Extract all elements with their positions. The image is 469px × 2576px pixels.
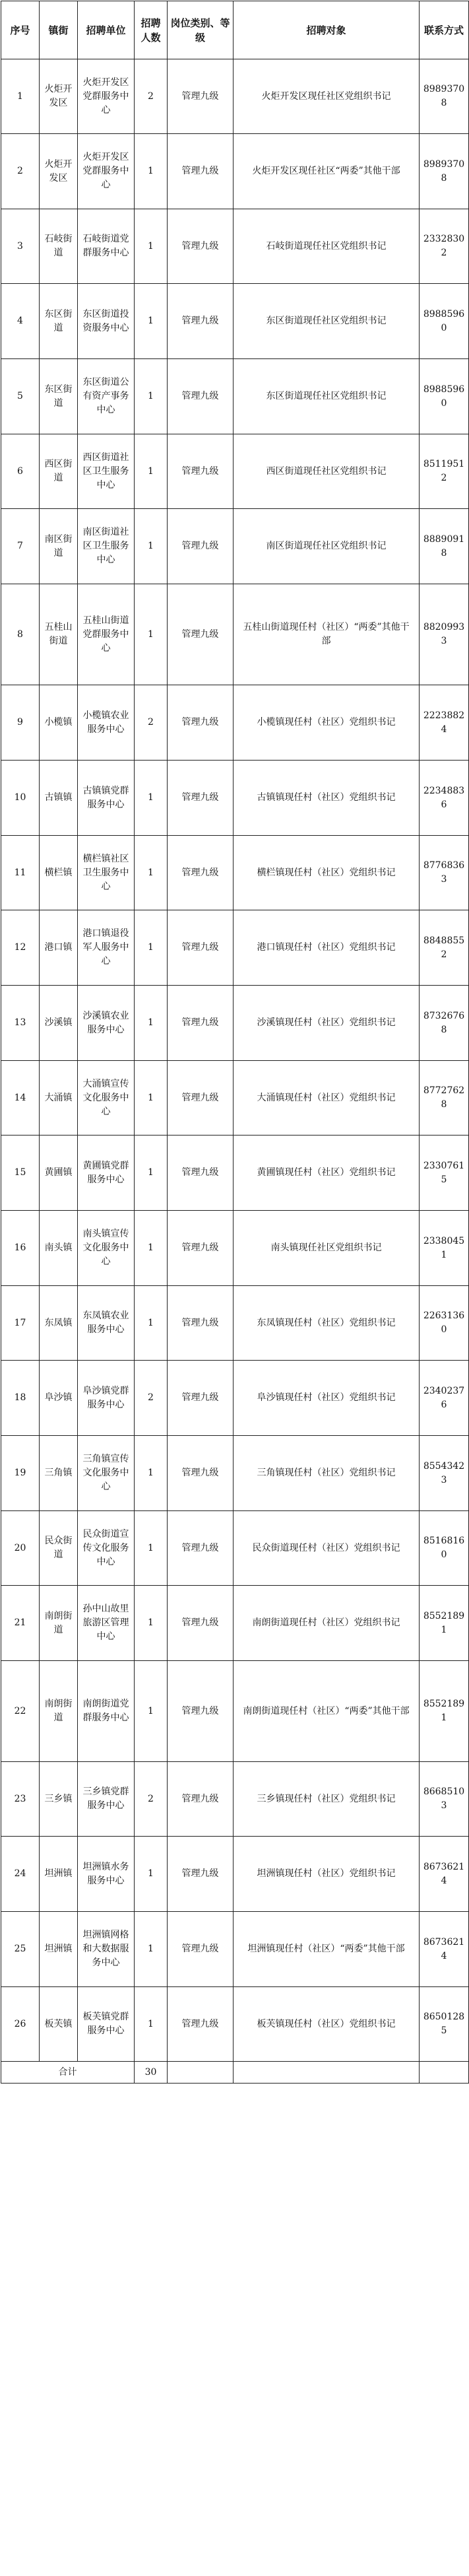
cell-grade: 管理九级 [168, 1211, 234, 1286]
cell-grade: 管理九级 [168, 1661, 234, 1762]
cell-phone: 23328302 [420, 209, 469, 284]
cell-no: 7 [1, 509, 40, 584]
cell-target: 板芙镇现任村（社区）党组织书记 [234, 1987, 420, 2062]
cell-target: 火炬开发区现任社区党组织书记 [234, 59, 420, 134]
cell-phone: 22238824 [420, 685, 469, 761]
cell-unit: 南区街道社区卫生服务中心 [78, 509, 135, 584]
table-row [1, 434, 469, 509]
cell-unit: 黄圃镇党群服务中心 [78, 1135, 135, 1211]
cell-unit: 沙溪镇农业服务中心 [78, 986, 135, 1061]
cell-no: 24 [1, 1837, 40, 1912]
cell-town: 坦洲镇 [40, 1837, 78, 1912]
cell-unit: 小榄镇农业服务中心 [78, 685, 135, 761]
cell-count: 1 [135, 434, 168, 509]
header-count: 招聘人数 [135, 1, 168, 59]
cell-count: 1 [135, 1912, 168, 1987]
cell-count: 1 [135, 1061, 168, 1135]
cell-town: 西区街道 [40, 434, 78, 509]
cell-target: 南头镇现任社区党组织书记 [234, 1211, 420, 1286]
total-row [1, 2062, 469, 2084]
cell-town: 横栏镇 [40, 836, 78, 910]
cell-no: 2 [1, 134, 40, 209]
table-row [1, 359, 469, 434]
cell-target: 南区街道现任社区党组织书记 [234, 509, 420, 584]
cell-grade: 管理九级 [168, 134, 234, 209]
cell-count: 1 [135, 134, 168, 209]
table-row [1, 1361, 469, 1436]
total-count: 30 [135, 2062, 168, 2084]
cell-grade: 管理九级 [168, 1511, 234, 1586]
cell-town: 五桂山街道 [40, 584, 78, 685]
cell-phone: 87768363 [420, 836, 469, 910]
cell-unit: 坦洲镇水务服务中心 [78, 1837, 135, 1912]
table-row [1, 685, 469, 761]
cell-grade: 管理九级 [168, 359, 234, 434]
cell-count: 1 [135, 1436, 168, 1511]
cell-phone: 85543423 [420, 1436, 469, 1511]
cell-town: 火炬开发区 [40, 134, 78, 209]
cell-no: 5 [1, 359, 40, 434]
cell-unit: 五桂山街道党群服务中心 [78, 584, 135, 685]
table-row [1, 209, 469, 284]
cell-count: 1 [135, 584, 168, 685]
header-no: 序号 [1, 1, 40, 59]
cell-grade: 管理九级 [168, 1361, 234, 1436]
table-row [1, 836, 469, 910]
cell-count: 1 [135, 1135, 168, 1211]
cell-grade: 管理九级 [168, 1135, 234, 1211]
cell-count: 1 [135, 1987, 168, 2062]
cell-town: 东区街道 [40, 359, 78, 434]
cell-no: 12 [1, 910, 40, 986]
cell-phone: 89893708 [420, 134, 469, 209]
cell-no: 6 [1, 434, 40, 509]
cell-target: 三乡镇现任村（社区）党组织书记 [234, 1762, 420, 1837]
cell-unit: 西区街道社区卫生服务中心 [78, 434, 135, 509]
cell-phone: 86736214 [420, 1912, 469, 1987]
cell-no: 25 [1, 1912, 40, 1987]
cell-grade: 管理九级 [168, 1912, 234, 1987]
cell-count: 1 [135, 910, 168, 986]
table-row [1, 1135, 469, 1211]
cell-town: 坦洲镇 [40, 1912, 78, 1987]
cell-target: 石岐街道现任社区党组织书记 [234, 209, 420, 284]
cell-town: 三乡镇 [40, 1762, 78, 1837]
cell-count: 2 [135, 1361, 168, 1436]
cell-unit: 大涌镇宣传文化服务中心 [78, 1061, 135, 1135]
table-row [1, 1837, 469, 1912]
cell-count: 1 [135, 761, 168, 836]
cell-count: 1 [135, 986, 168, 1061]
cell-target: 大涌镇现任村（社区）党组织书记 [234, 1061, 420, 1135]
total-empty-phone [420, 2062, 469, 2084]
cell-town: 小榄镇 [40, 685, 78, 761]
table-row [1, 1286, 469, 1361]
cell-phone: 86736214 [420, 1837, 469, 1912]
cell-town: 古镇镇 [40, 761, 78, 836]
cell-grade: 管理九级 [168, 209, 234, 284]
cell-count: 1 [135, 1586, 168, 1661]
header-town: 镇街 [40, 1, 78, 59]
cell-unit: 石岐街道党群服务中心 [78, 209, 135, 284]
cell-no: 8 [1, 584, 40, 685]
cell-unit: 三角镇宣传文化服务中心 [78, 1436, 135, 1511]
cell-phone: 87326768 [420, 986, 469, 1061]
cell-town: 黄圃镇 [40, 1135, 78, 1211]
cell-town: 板芙镇 [40, 1987, 78, 2062]
cell-town: 东区街道 [40, 284, 78, 359]
cell-no: 14 [1, 1061, 40, 1135]
cell-unit: 港口镇退役军人服务中心 [78, 910, 135, 986]
cell-phone: 23402376 [420, 1361, 469, 1436]
cell-phone: 89885960 [420, 359, 469, 434]
cell-phone: 88209933 [420, 584, 469, 685]
cell-no: 20 [1, 1511, 40, 1586]
cell-grade: 管理九级 [168, 910, 234, 986]
cell-unit: 民众街道宣传文化服务中心 [78, 1511, 135, 1586]
table-row [1, 1987, 469, 2062]
cell-count: 1 [135, 1837, 168, 1912]
header-target: 招聘对象 [234, 1, 420, 59]
cell-grade: 管理九级 [168, 1837, 234, 1912]
cell-count: 1 [135, 1286, 168, 1361]
cell-no: 10 [1, 761, 40, 836]
cell-phone: 85521891 [420, 1661, 469, 1762]
cell-unit: 坦洲镇网格和大数据服务中心 [78, 1912, 135, 1987]
cell-target: 黄圃镇现任村（社区）党组织书记 [234, 1135, 420, 1211]
cell-grade: 管理九级 [168, 1061, 234, 1135]
cell-count: 1 [135, 209, 168, 284]
cell-target: 火炬开发区现任社区“两委”其他干部 [234, 134, 420, 209]
cell-unit: 三乡镇党群服务中心 [78, 1762, 135, 1837]
cell-town: 港口镇 [40, 910, 78, 986]
table-row [1, 1762, 469, 1837]
cell-no: 3 [1, 209, 40, 284]
cell-target: 西区街道现任社区党组织书记 [234, 434, 420, 509]
cell-phone: 89885960 [420, 284, 469, 359]
cell-no: 11 [1, 836, 40, 910]
cell-phone: 23380451 [420, 1211, 469, 1286]
cell-target: 南朗街道现任村（社区）党组织书记 [234, 1586, 420, 1661]
cell-target: 东凤镇现任村（社区）党组织书记 [234, 1286, 420, 1361]
cell-unit: 南朗街道党群服务中心 [78, 1661, 135, 1762]
cell-unit: 孙中山故里旅游区管理中心 [78, 1586, 135, 1661]
cell-no: 23 [1, 1762, 40, 1837]
recruitment-table [1, 1, 469, 2084]
cell-target: 五桂山街道现任村（社区）“两委”其他干部 [234, 584, 420, 685]
cell-target: 东区街道现任社区党组织书记 [234, 359, 420, 434]
cell-town: 南朗街道 [40, 1661, 78, 1762]
table-row [1, 1061, 469, 1135]
cell-count: 1 [135, 509, 168, 584]
cell-no: 15 [1, 1135, 40, 1211]
cell-phone: 85521891 [420, 1586, 469, 1661]
cell-no: 9 [1, 685, 40, 761]
cell-no: 21 [1, 1586, 40, 1661]
header-row [1, 1, 469, 59]
cell-unit: 火炬开发区党群服务中心 [78, 59, 135, 134]
cell-town: 大涌镇 [40, 1061, 78, 1135]
cell-town: 阜沙镇 [40, 1361, 78, 1436]
cell-grade: 管理九级 [168, 1586, 234, 1661]
cell-phone: 85119512 [420, 434, 469, 509]
table-row [1, 134, 469, 209]
cell-target: 民众街道现任村（社区）党组织书记 [234, 1511, 420, 1586]
cell-phone: 88488552 [420, 910, 469, 986]
cell-phone: 88890918 [420, 509, 469, 584]
header-phone: 联系方式 [420, 1, 469, 59]
cell-no: 4 [1, 284, 40, 359]
cell-phone: 85168160 [420, 1511, 469, 1586]
cell-phone: 86685103 [420, 1762, 469, 1837]
cell-grade: 管理九级 [168, 685, 234, 761]
cell-count: 1 [135, 359, 168, 434]
cell-phone: 89893708 [420, 59, 469, 134]
cell-unit: 东凤镇农业服务中心 [78, 1286, 135, 1361]
cell-count: 2 [135, 1762, 168, 1837]
total-empty-target [234, 2062, 420, 2084]
cell-grade: 管理九级 [168, 1436, 234, 1511]
cell-unit: 横栏镇社区卫生服务中心 [78, 836, 135, 910]
cell-grade: 管理九级 [168, 761, 234, 836]
cell-town: 民众街道 [40, 1511, 78, 1586]
cell-grade: 管理九级 [168, 1286, 234, 1361]
table-row [1, 910, 469, 986]
table-row [1, 1211, 469, 1286]
table-body [1, 59, 469, 2062]
cell-unit: 板芙镇党群服务中心 [78, 1987, 135, 2062]
cell-target: 南朗街道现任村（社区）“两委”其他干部 [234, 1661, 420, 1762]
cell-no: 1 [1, 59, 40, 134]
cell-town: 石岐街道 [40, 209, 78, 284]
table-row [1, 509, 469, 584]
cell-town: 火炬开发区 [40, 59, 78, 134]
cell-phone: 87727628 [420, 1061, 469, 1135]
table-row [1, 59, 469, 134]
cell-town: 三角镇 [40, 1436, 78, 1511]
cell-count: 1 [135, 1661, 168, 1762]
cell-town: 沙溪镇 [40, 986, 78, 1061]
cell-count: 1 [135, 836, 168, 910]
table-row [1, 1586, 469, 1661]
cell-unit: 东区街道投资服务中心 [78, 284, 135, 359]
cell-target: 坦洲镇现任村（社区）党组织书记 [234, 1837, 420, 1912]
total-empty-grade [168, 2062, 234, 2084]
table-row [1, 1661, 469, 1762]
cell-grade: 管理九级 [168, 986, 234, 1061]
cell-no: 26 [1, 1987, 40, 2062]
cell-unit: 阜沙镇党群服务中心 [78, 1361, 135, 1436]
cell-grade: 管理九级 [168, 836, 234, 910]
header-unit: 招聘单位 [78, 1, 135, 59]
cell-no: 19 [1, 1436, 40, 1511]
cell-grade: 管理九级 [168, 1762, 234, 1837]
table-row [1, 1912, 469, 1987]
table-row [1, 584, 469, 685]
cell-grade: 管理九级 [168, 59, 234, 134]
header-grade: 岗位类别、等级 [168, 1, 234, 59]
cell-grade: 管理九级 [168, 1987, 234, 2062]
cell-town: 南区街道 [40, 509, 78, 584]
cell-count: 2 [135, 59, 168, 134]
cell-unit: 古镇镇党群服务中心 [78, 761, 135, 836]
cell-unit: 火炬开发区党群服务中心 [78, 134, 135, 209]
cell-grade: 管理九级 [168, 584, 234, 685]
cell-phone: 22348836 [420, 761, 469, 836]
cell-grade: 管理九级 [168, 509, 234, 584]
table-row [1, 986, 469, 1061]
cell-no: 18 [1, 1361, 40, 1436]
cell-target: 沙溪镇现任村（社区）党组织书记 [234, 986, 420, 1061]
cell-no: 22 [1, 1661, 40, 1762]
cell-count: 2 [135, 685, 168, 761]
cell-no: 17 [1, 1286, 40, 1361]
cell-unit: 东区街道公有资产事务中心 [78, 359, 135, 434]
cell-target: 港口镇现任村（社区）党组织书记 [234, 910, 420, 986]
cell-target: 阜沙镇现任村（社区）党组织书记 [234, 1361, 420, 1436]
cell-town: 南头镇 [40, 1211, 78, 1286]
cell-phone: 22631360 [420, 1286, 469, 1361]
cell-grade: 管理九级 [168, 284, 234, 359]
cell-phone: 23307615 [420, 1135, 469, 1211]
cell-count: 1 [135, 1511, 168, 1586]
cell-no: 13 [1, 986, 40, 1061]
table-row [1, 761, 469, 836]
table-row [1, 284, 469, 359]
cell-town: 南朗街道 [40, 1586, 78, 1661]
cell-target: 坦洲镇现任村（社区）“两委”其他干部 [234, 1912, 420, 1987]
cell-count: 1 [135, 1211, 168, 1286]
table-row [1, 1511, 469, 1586]
cell-grade: 管理九级 [168, 434, 234, 509]
cell-target: 小榄镇现任村（社区）党组织书记 [234, 685, 420, 761]
total-label: 合计 [1, 2062, 135, 2084]
cell-phone: 86501285 [420, 1987, 469, 2062]
cell-unit: 南头镇宣传文化服务中心 [78, 1211, 135, 1286]
cell-no: 16 [1, 1211, 40, 1286]
cell-target: 三角镇现任村（社区）党组织书记 [234, 1436, 420, 1511]
table-row [1, 1436, 469, 1511]
cell-target: 东区街道现任社区党组织书记 [234, 284, 420, 359]
cell-town: 东凤镇 [40, 1286, 78, 1361]
cell-count: 1 [135, 284, 168, 359]
cell-target: 古镇镇现任村（社区）党组织书记 [234, 761, 420, 836]
cell-target: 横栏镇现任村（社区）党组织书记 [234, 836, 420, 910]
